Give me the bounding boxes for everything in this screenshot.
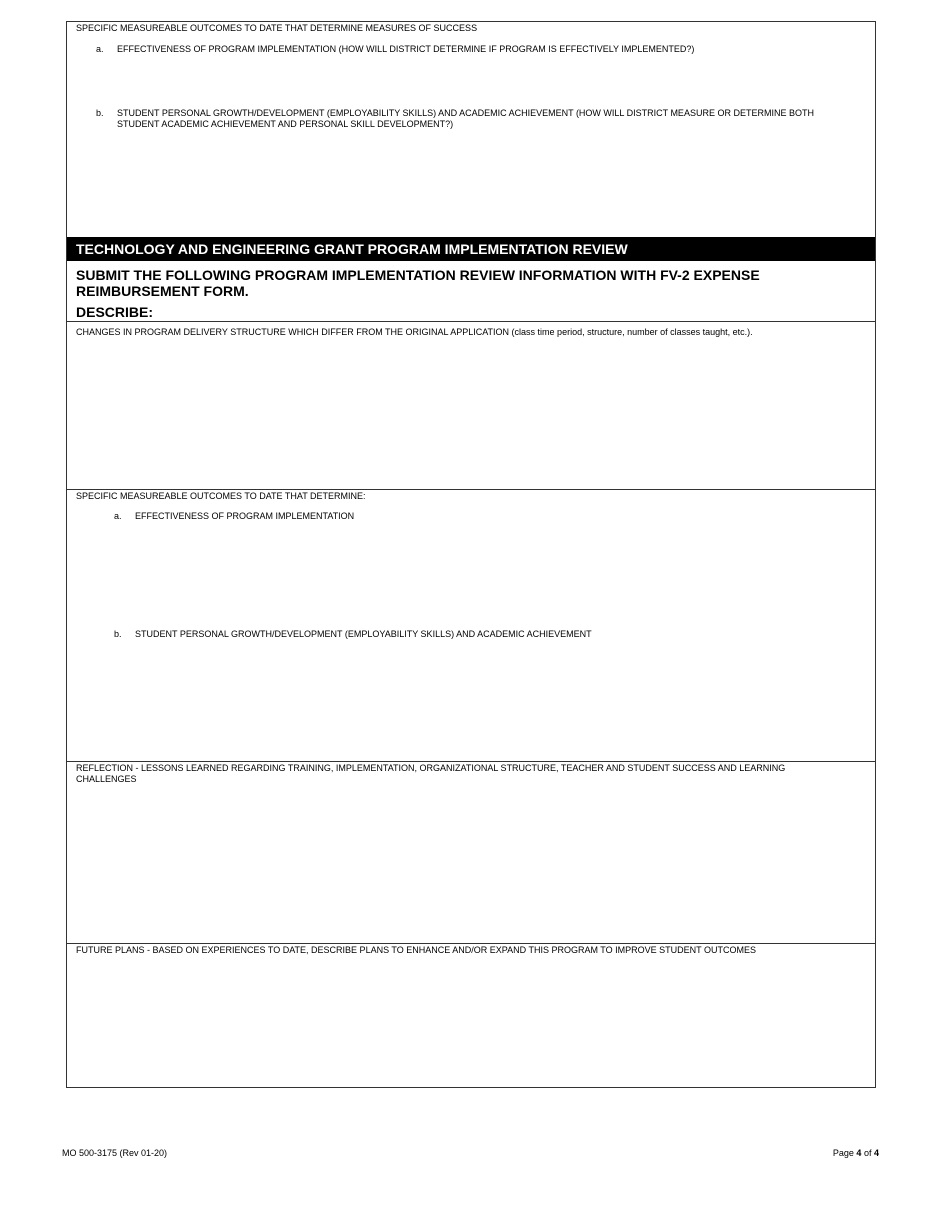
measures-of-success-response-area[interactable] <box>67 162 875 237</box>
page-prefix: Page <box>832 1148 854 1158</box>
page-current: 4 <box>856 1148 862 1158</box>
item-letter: a. <box>96 44 104 54</box>
item-letter: a. <box>114 511 122 521</box>
changes-section[interactable] <box>67 321 875 490</box>
form-id: MO 500-3175 (Rev 01-20) <box>62 1148 168 1158</box>
submit-instruction: SUBMIT THE FOLLOWING PROGRAM IMPLEMENTATION REVIEW INFORMATION WITH FV-2 EXPENSE REIMBURSEMENT FORM. <box>76 267 760 299</box>
item-letter: b. <box>96 108 104 118</box>
changes-label: CHANGES IN PROGRAM DELIVERY STRUCTURE WHICH DIFFER FROM THE ORIGINAL APPLICATION (class time period, structure, number of classes taught, etc.). <box>76 327 753 337</box>
page-number <box>833 1148 879 1159</box>
future-plans-section[interactable] <box>67 943 875 1087</box>
review-banner: TECHNOLOGY AND ENGINEERING GRANT PROGRAM IMPLEMENTATION REVIEW <box>67 237 875 261</box>
reflection-section[interactable] <box>67 761 875 944</box>
item-letter: b. <box>114 629 122 639</box>
reflection-label: REFLECTION - LESSONS LEARNED REGARDING TRAINING, IMPLEMENTATION, ORGANIZATIONAL STRUCTURE, TEACHER AND STUDENT SUCCESS AND LEARNING CHALLENGES <box>76 763 786 784</box>
outcomes-heading: SPECIFIC MEASUREABLE OUTCOMES TO DATE THAT DETERMINE: <box>76 491 366 501</box>
page-total: 4 <box>873 1148 879 1158</box>
item-text: STUDENT PERSONAL GROWTH/DEVELOPMENT (EMPLOYABILITY SKILLS) AND ACADEMIC ACHIEVEMENT (HOW WILL DISTRICT MEASURE OR DETERMINE BOTH STUDENT ACADEMIC ACHIEVEMENT AND PERSONAL SKILL DEVELOPMENT?) <box>117 108 814 129</box>
future-plans-label: FUTURE PLANS - BASED ON EXPERIENCES TO DATE, DESCRIBE PLANS TO ENHANCE AND/OR EXPAND THIS PROGRAM TO IMPROVE STUDENT OUTCOMES <box>76 945 756 955</box>
page-of: of <box>863 1148 872 1158</box>
describe-heading: DESCRIBE: <box>76 304 154 320</box>
measures-of-success-section <box>67 22 875 237</box>
outcomes-section <box>67 489 875 762</box>
measures-of-success-heading: SPECIFIC MEASUREABLE OUTCOMES TO DATE THAT DETERMINE MEASURES OF SUCCESS <box>76 23 478 33</box>
form-frame <box>66 21 876 1088</box>
item-text: EFFECTIVENESS OF PROGRAM IMPLEMENTATION (HOW WILL DISTRICT DETERMINE IF PROGRAM IS EFFECTIVELY IMPLEMENTED?) <box>117 44 695 54</box>
item-text: STUDENT PERSONAL GROWTH/DEVELOPMENT (EMPLOYABILITY SKILLS) AND ACADEMIC ACHIEVEMENT <box>135 629 592 639</box>
item-text: EFFECTIVENESS OF PROGRAM IMPLEMENTATION <box>135 511 355 521</box>
